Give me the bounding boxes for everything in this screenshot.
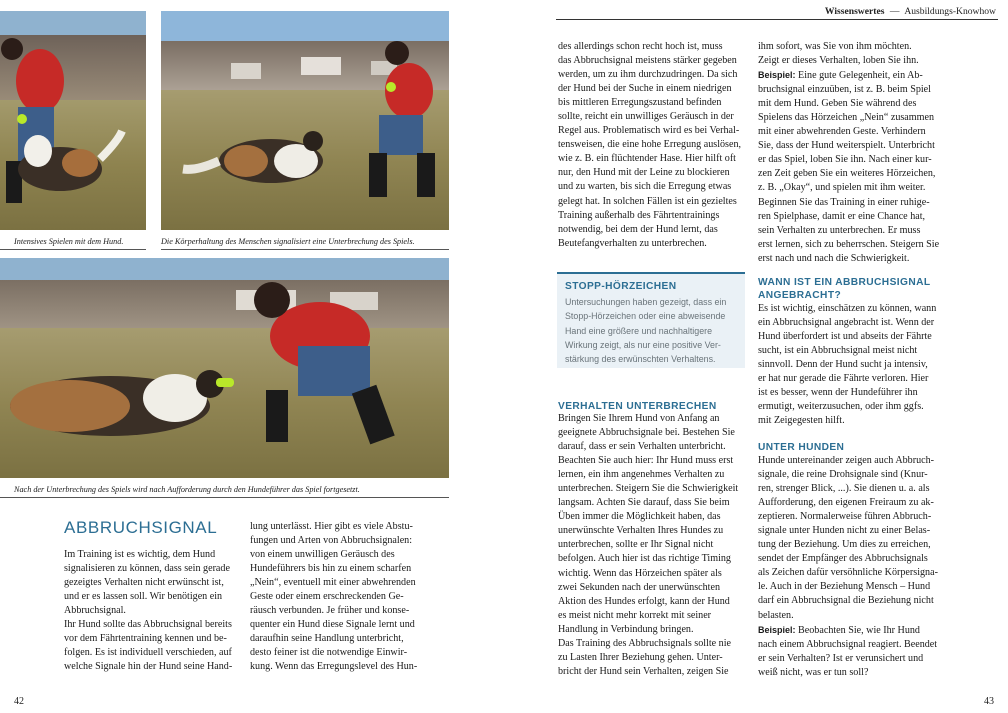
text-line: mit dem Hund. Geben Sie während des <box>758 98 917 110</box>
text-line: tung der Beziehung. Um dies zu erreichen, <box>758 539 931 551</box>
text-line: darauf, dass er sein Verhalten unterbricht. <box>558 441 726 453</box>
text-line: darf ein Abbruchsignal die Beziehung nicht <box>758 595 934 607</box>
text-line: lernen, ein ihm angenehmes Verhalten zu <box>558 469 725 481</box>
text-line: Regel aus. Problematisch wird es bei Verhal- <box>558 125 740 137</box>
running-head-chapter: Ausbildungs-Knowhow <box>904 6 996 17</box>
example-label: Beispiel: <box>758 70 796 81</box>
text-line: unterbrechen, sollte er Ihr Signal nicht <box>558 539 714 551</box>
text-line: nach einem Abbruchsignal reagiert. Beendet <box>758 638 938 650</box>
text-line: zen Zeit geben Sie ein weiteres Hörzeichen, <box>758 168 936 180</box>
text-line: der Hund bei der Suche in einem niedrigen <box>558 83 732 95</box>
text-line: fungen und Arten von Abbruchsignalen: <box>250 535 413 547</box>
text-line: erst lernen, sich zu beherrschen. Steigern Sie <box>758 238 940 250</box>
text-line: Handlung in Verbindung bringen. <box>558 623 694 635</box>
caption-photo-1: Intensives Spielen mit dem Hund. <box>14 237 124 246</box>
caption-photo-3: Nach der Unterbrechung des Spiels wird nach Aufforderung durch den Hundeführer das Spiel fortgesetzt. <box>14 485 360 494</box>
example-text: Eine gute Gelegenheit, ein Ab- <box>798 70 923 82</box>
text-line: das Abbruchsignal meistens stärker gegeben <box>558 55 737 67</box>
text-line: Spielens das Hörzeichen „Nein“ zusammen <box>758 112 935 124</box>
text-line: es meist nicht mehr korrekt mit seiner <box>558 609 712 621</box>
caption-rule-2 <box>161 249 449 250</box>
text-line: ermutigt, weiterzusuchen, oder ihm ggfs. <box>758 401 924 413</box>
text-line: des allerdings schon recht hoch ist, muss <box>558 41 723 52</box>
column-3-bottom <box>558 412 738 679</box>
text-line: langsam. Achten Sie darauf, dass Sie beim <box>558 497 730 509</box>
text-line: bruchsignal einzuüben, ist z. B. beim Spiel <box>758 84 931 96</box>
text-line: Beachten Sie auch hier: Ihr Hund muss erst <box>558 455 734 467</box>
example-label: Beispiel: <box>758 624 796 635</box>
text-line: zwei Sekunden nach der unerwünschten <box>558 581 721 593</box>
text-line: tensweisen, die eine hohe Erregung auslösen, <box>558 139 742 151</box>
section-heading-line: ANGEBRACHT? <box>758 290 842 301</box>
text-line: bricht der Hund sein Verhalten, zeigen Sie <box>558 665 729 677</box>
text-line: von einem unwilligen Geräusch des <box>250 549 395 561</box>
text-line: Üben immer die Möglichkeit haben, das <box>558 511 721 523</box>
text-line: vor dem Fährtentraining kennen und be- <box>64 633 227 645</box>
text-line <box>758 623 938 638</box>
text-line: befolgen. Auch hier ist das richtige Timing <box>558 553 731 565</box>
text-line: ihm sofort, was Sie von ihm möchten. <box>758 41 912 52</box>
text-line: unerwünschte Verhalten Ihres Hundes zu <box>558 525 724 537</box>
text-line: erst nach und nach die Schwierigkeit. <box>758 252 910 264</box>
info-box-stopp-hoerzeichen <box>557 272 745 368</box>
column-4-mid <box>758 302 936 428</box>
text-line: sein Verhalten zu unterbrechen. Er muss <box>758 224 921 236</box>
page-number-right: 43 <box>984 696 994 707</box>
section-heading-unter-hunden: UNTER HUNDEN <box>758 442 845 453</box>
text-line: Beutefangverhalten zu unterbrechen. <box>558 237 707 249</box>
text-line: le. Auch in der Beziehung Mensch – Hund <box>758 581 931 593</box>
main-heading: ABBRUCHSIGNAL <box>64 518 218 537</box>
text-line: Aufforderung, den eigenen Freiraum zu ak- <box>758 497 934 509</box>
text-line: als Zeichen dafür versöhnliche Körpersigna- <box>758 567 938 579</box>
text-line: daraufhin seine Handlung unterbricht, <box>250 633 404 645</box>
text-line: „Nein“, eventuell mit einer abwehrenden <box>250 577 416 589</box>
text-line: sinnvoll. Denn der Hund sucht ja intensiv, <box>758 359 928 371</box>
text-line: Zeigt er dieses Verhalten, loben Sie ihn. <box>758 55 919 67</box>
text-line: sucht, ist ein Abbruchsignal meist nicht <box>758 345 918 357</box>
text-line: Hund überfordert ist und abseits der Fährte <box>758 331 932 343</box>
text-line: mit einer abwehrenden Geste. Verhindern <box>758 126 926 138</box>
text-line: ein Abbruchsignal angebracht ist. Wenn der <box>758 317 935 329</box>
text-line: mit Zeigegesten hilft. <box>758 415 845 427</box>
column-4-top <box>758 40 939 266</box>
text-line: Abbruchsignal. <box>64 605 126 617</box>
text-line: werden, um zu ihm durchzudringen. Da sich <box>558 69 738 81</box>
text-line: wichtig. Wenn das Hörzeichen später als <box>558 567 722 579</box>
text-line: wie z. B. ein flüchtender Hase. Hier hilft oft <box>558 153 736 165</box>
text-line: er hat nur gerade die Fährte verloren. Hier <box>758 373 929 385</box>
text-line: er sein Verhalten? Ist er verunsichert und <box>758 652 924 664</box>
section-heading-wann-ist-ein-abbruchsignal <box>758 276 930 302</box>
text-line: sendet der Empfänger des Abbruchsignals <box>758 553 928 565</box>
info-box-line: Untersuchungen haben gezeigt, dass ein <box>565 297 727 307</box>
text-line: ren Spielphase, damit er eine Chance hat, <box>758 210 926 222</box>
text-line: Beginnen Sie das Training in einer ruhige- <box>758 196 930 208</box>
text-line: zeptieren. Normalerweise führen Abbruch- <box>758 511 932 523</box>
text-line: gezeigtes Verhalten nicht erwünscht ist, <box>64 577 224 589</box>
caption-rule-1 <box>0 249 146 250</box>
info-box-text <box>565 295 726 366</box>
text-line: ist es besser, wenn der Hundeführer ihn <box>758 387 918 399</box>
text-line: und er es lassen soll. Wir benötigen ein <box>64 591 223 603</box>
text-line: Es ist wichtig, einschätzen zu können, wann <box>758 303 937 314</box>
text-line: Ihr Hund sollte das Abbruchsignal bereits <box>64 619 232 631</box>
text-line: nur, den Hund mit der Leine zu blockieren <box>558 167 730 179</box>
text-line: sollte, reicht ein unwilliges Geräusch in der <box>558 111 734 123</box>
column-3-top <box>558 40 741 251</box>
text-line: folgen. Es ist individuell verschieden, auf <box>64 647 232 659</box>
text-line: Hunde untereinander zeigen auch Abbruch- <box>758 455 935 466</box>
text-line: Geste oder einem erschreckenden Ge- <box>250 591 404 603</box>
section-heading-verhalten-unterbrechen: VERHALTEN UNTERBRECHEN <box>558 401 717 412</box>
text-line: Aktion des Hundes erfolgt, kann der Hund <box>558 595 730 607</box>
text-line: Im Training ist es wichtig, dem Hund <box>64 549 216 560</box>
caption-photo-2: Die Körperhaltung des Menschen signalisiert eine Unterbrechung des Spiels. <box>161 237 415 246</box>
text-line: weiß nicht, was er tun soll? <box>758 666 869 678</box>
page-number-left: 42 <box>14 696 24 707</box>
running-head-dash: — <box>889 6 900 17</box>
photo-woman-signals-stop <box>161 11 449 230</box>
photo-tug-play-resumed <box>0 258 449 478</box>
text-line: notwendig, bei dem der Hund lernt, das <box>558 223 718 235</box>
text-line: zu Lasten Ihrer Beziehung gehen. Unter- <box>558 651 723 663</box>
text-line <box>758 68 939 83</box>
text-line: signalisieren zu können, dass sein gerade <box>64 563 230 575</box>
column-2 <box>250 520 417 675</box>
text-line: Sie, dass der Hund weiterspielt. Unterbricht <box>758 140 935 152</box>
info-box-heading: STOPP-HÖRZEICHEN <box>565 281 677 292</box>
text-line: signale, die reine Drohsignale sind (Knur- <box>758 469 928 481</box>
column-4-bottom <box>758 454 938 680</box>
text-line: gelegt hat. In solchen Fällen ist ein gezieltes <box>558 195 737 207</box>
info-box-line: stärkung des erwünschten Verhaltens. <box>565 354 716 365</box>
text-line: bis mittleren Erregungszustand befinden <box>558 97 722 109</box>
text-line: ren, strenger Blick, ...). Sie dienen u. a. als <box>758 483 930 495</box>
text-line: und zu warten, bis sich die Erregung etwas <box>558 181 732 193</box>
running-head-section: Wissenswertes <box>824 6 885 17</box>
info-box-line: Hand eine größere und nachhaltigere <box>565 325 713 336</box>
text-line: kung. Wenn das Erregungslevel des Hun- <box>250 661 418 673</box>
text-line: signale unter Hunden nicht zu einer Belas- <box>758 525 931 537</box>
text-line: geeignete Abbruchsignale bei. Bestehen Sie <box>558 427 735 439</box>
text-line: Das Training des Abbruchsignals sollte nie <box>558 637 731 649</box>
section-heading-line: WANN IST EIN ABBRUCHSIGNAL <box>758 277 931 288</box>
text-line: belasten. <box>758 609 794 621</box>
text-line: Bringen Sie Ihrem Hund von Anfang an <box>558 413 720 424</box>
example-text: Beobachten Sie, wie Ihr Hund <box>798 624 920 636</box>
text-line: welche Signale hin der Hund seine Hand- <box>64 661 233 673</box>
text-line: unterbrechen. Steigern Sie die Schwierigkeit <box>558 483 739 495</box>
running-head <box>825 6 996 17</box>
caption-rule-3 <box>0 497 449 498</box>
info-box-line: Stopp-Hörzeichen oder eine abweisende <box>565 311 726 322</box>
text-line: Training außerhalb des Fährtentrainings <box>558 209 720 221</box>
text-line: räusch verbunden. Je früher und konse- <box>250 605 410 617</box>
running-head-rule <box>556 19 998 20</box>
text-line: quenter ein Hund diese Signale lernt und <box>250 619 415 631</box>
text-line: z. B. „Okay“, und spielen mit ihm weiter. <box>758 182 926 194</box>
text-line: Hundeführers bis hin zu einem scharfen <box>250 563 412 575</box>
text-line: lung unterlässt. Hier gibt es viele Abstu- <box>250 521 413 532</box>
text-line: desto feiner ist die notwendige Einwir- <box>250 647 408 659</box>
info-box-line: Wirkung zeigt, als nur eine positive Ver- <box>565 339 721 350</box>
text-line: er das Spiel, loben Sie ihn. Nach einer kur- <box>758 154 932 166</box>
column-1 <box>64 548 232 674</box>
photo-woman-playing-with-dog <box>0 11 146 230</box>
